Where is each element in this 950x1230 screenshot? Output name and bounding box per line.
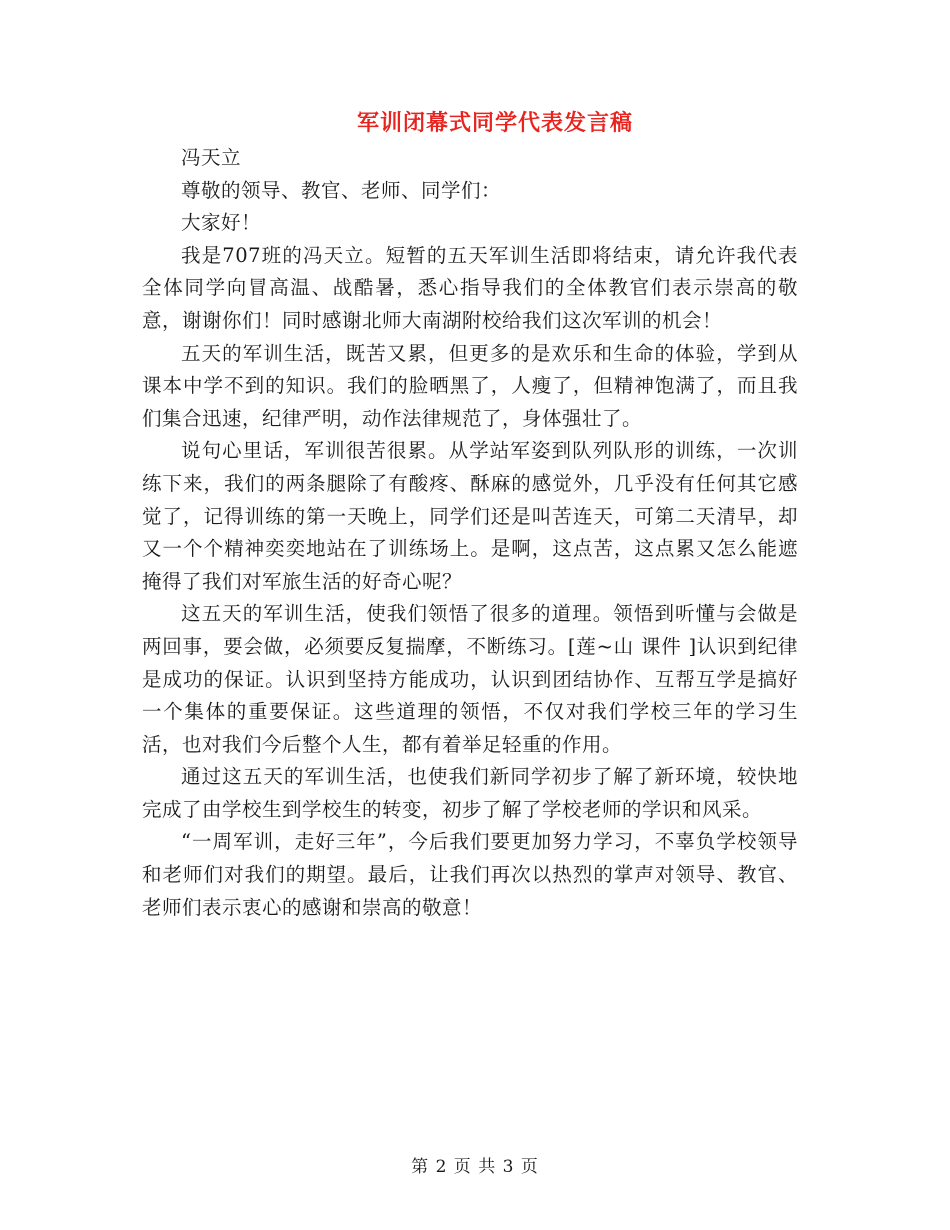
body-paragraph: “一周军训，走好三年”，今后我们要更加努力学习，不辜负学校领导和老师们对我们的期望。最后，让我们再次以热烈的掌声对领导、教官、老师们表示衷心的感谢和崇高的敬意！ [142, 830, 798, 919]
document-title: 军训闭幕式同学代表发言稿 [356, 110, 633, 136]
greeting-line: 大家好！ [181, 211, 262, 235]
body-paragraph: 我是707班的冯天立。短暂的五天军训生活即将结束，请允许我代表全体同学向冒高温、战酷暑，悉心指导我们的全体教官们表示崇高的敬意，谢谢你们！同时感谢北师大南湖附校给我们这次军训的机会！ [142, 243, 798, 332]
page-number-footer: 第 2 页 共 3 页 [411, 1157, 539, 1177]
body-paragraph: 说句心里话，军训很苦很累。从学站军姿到队列队形的训练，一次训练下来，我们的两条腿除了有酸疼、酥麻的感觉外，几乎没有任何其它感觉了，记得训练的第一天晚上，同学们还是叫苦连天，可第二天清早，却又一个个精神奕奕地站在了训练场上。是啊，这点苦，这点累又怎么能遮掩得了我们对军旅生活的好奇心呢？ [142, 439, 798, 593]
body-paragraph: 通过这五天的军训生活，也使我们新同学初步了解了新环境，较快地完成了由学校生到学校生的转变，初步了解了学校老师的学识和风采。 [142, 765, 798, 821]
body-paragraph: 五天的军训生活，既苦又累，但更多的是欢乐和生命的体验，学到从课本中学不到的知识。我们的脸晒黑了，人瘦了，但精神饱满了，而且我们集合迅速，纪律严明，动作法律规范了，身体强壮了。 [142, 341, 798, 430]
body-paragraph: 这五天的军训生活，使我们领悟了很多的道理。领悟到听懂与会做是两回事，要会做，必须要反复揣摩，不断练习。[莲~山 课件 ]认识到纪律是成功的保证。认识到坚持方能成功，认识到团结协作、互帮互学是搞好一个集体的重要保证。这些道理的领悟，不仅对我们学校三年的学习生活，也对我们今后整个人生，都有着举足轻重的作用。 [142, 602, 798, 756]
salutation-line: 尊敬的领导、教官、老师、同学们： [181, 178, 502, 202]
author-line: 冯天立 [181, 146, 242, 169]
document-body [142, 142, 798, 924]
